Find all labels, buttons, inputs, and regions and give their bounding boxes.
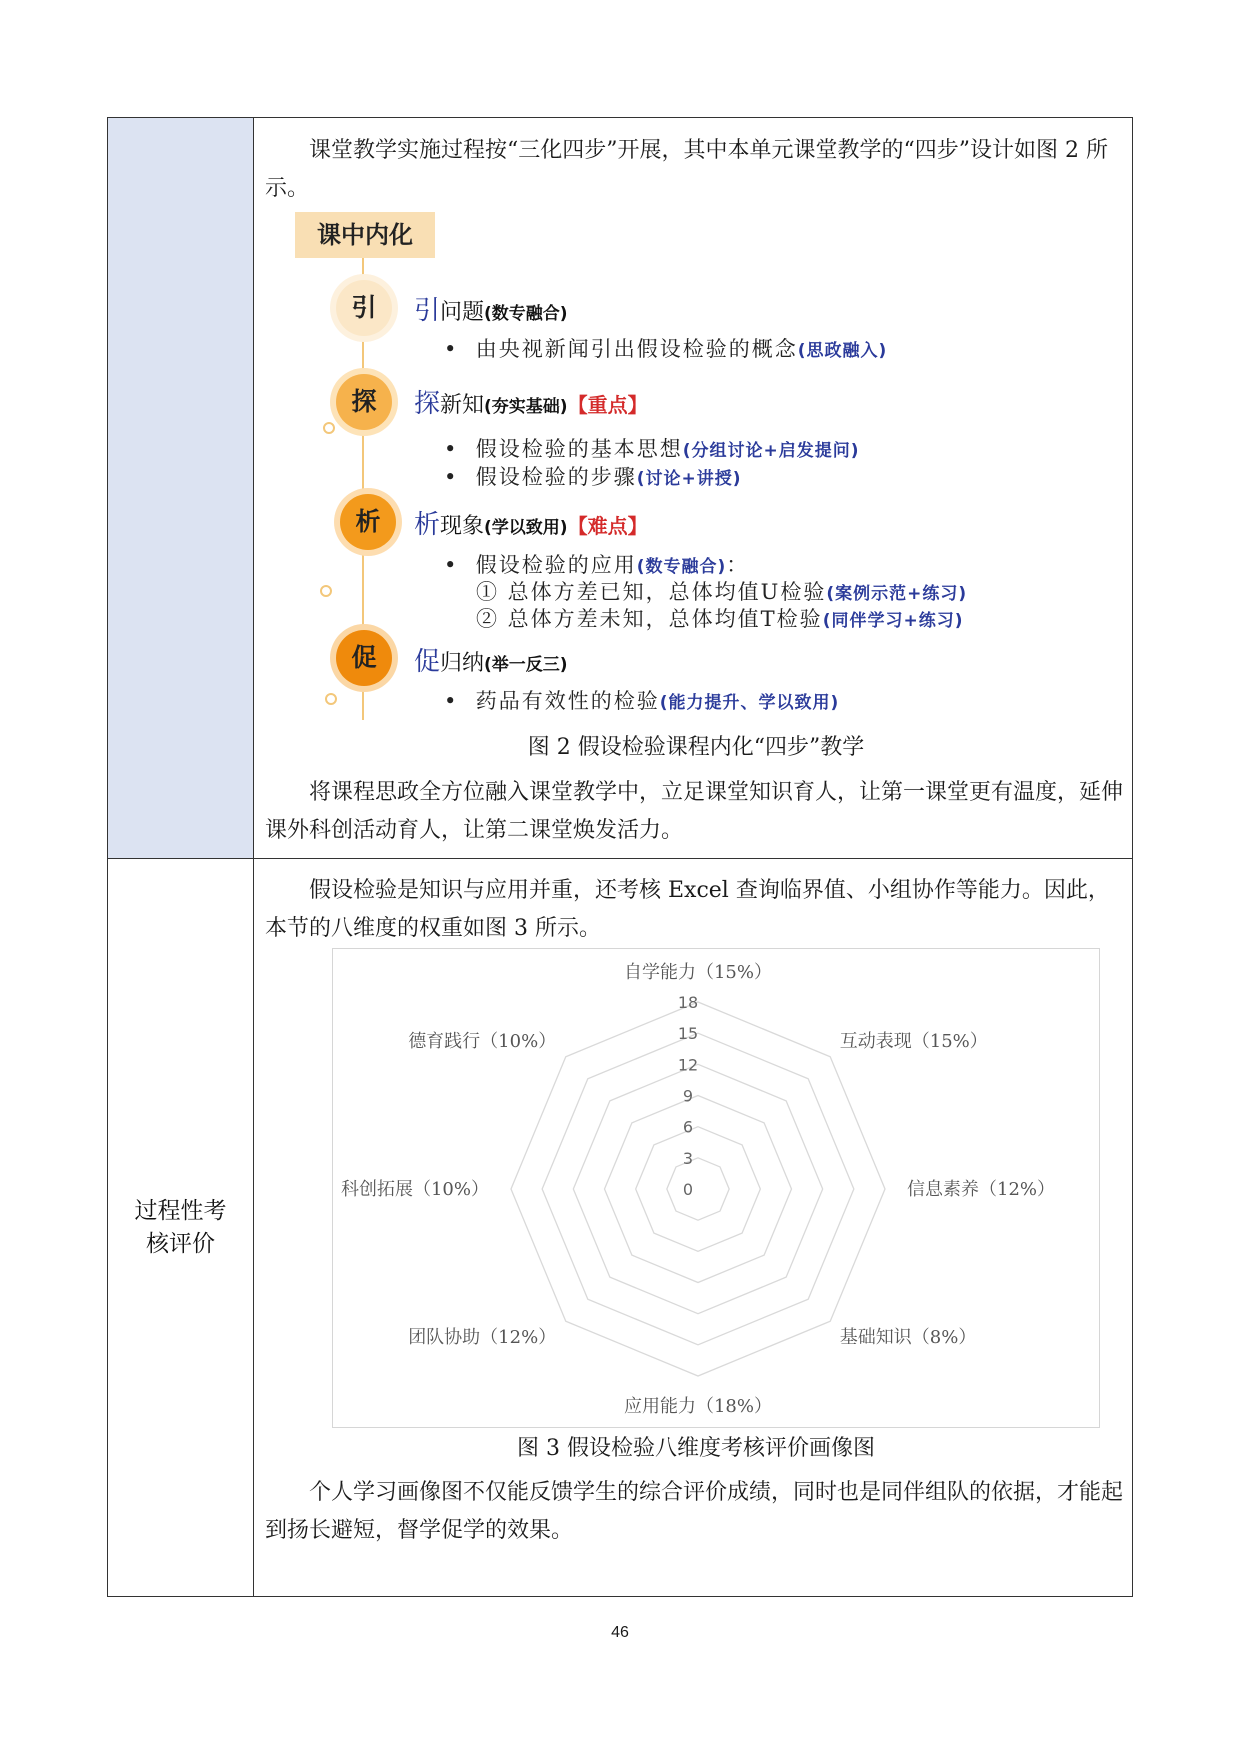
figure2-caption: 图 2 假设检验课程内化“四步”教学: [527, 735, 865, 760]
bullet-text: 假设检验的应用: [475, 553, 637, 577]
step-rest: 新知: [440, 393, 485, 418]
radar-tick-label: 0: [682, 1180, 694, 1199]
step-cu-bullet: • 药品有效性的检验(能力提升、学以致用): [444, 689, 840, 713]
radar-category-label: 自学能力（15%）: [623, 962, 773, 983]
radar-tick-label: 15: [677, 1024, 699, 1044]
bullet-text: 假设检验的基本思想: [475, 437, 683, 461]
step-head: 探: [414, 389, 441, 419]
step-head: 促: [414, 647, 441, 677]
radar-chart-frame: [332, 948, 1100, 1428]
step-rest: 问题: [440, 300, 485, 325]
radar-tick-label: 6: [682, 1117, 694, 1137]
subitem-note: (案例示范+练习): [826, 584, 968, 604]
radar-category-label: 互动表现（15%）: [839, 1031, 988, 1053]
radar-tick-label: 18: [677, 993, 699, 1012]
row2-intro-paragraph: 假设检验是知识与应用并重，还考核 Excel 查询临界值、小组协作等能力。因此，本节的八维度的权重如图 3 所示。: [265, 878, 1110, 941]
step-sub: (学以致用): [484, 518, 568, 538]
decor-dot: [320, 585, 332, 597]
step-tan-title: [414, 383, 648, 420]
step-xi-bullet: • 假设检验的应用(数专融合)：: [444, 553, 750, 577]
step-circle-yin: 引: [336, 280, 392, 336]
row1-intro-paragraph: 课堂教学实施过程按“三化四步”开展，其中本单元课堂教学的“四步”设计如图 2 所示。: [265, 138, 1108, 201]
step-circle-tan: 探: [336, 374, 392, 430]
step-sub: (举一反三): [484, 655, 568, 675]
step-rest: 归纳: [440, 651, 485, 676]
subitem-note: (同伴学习+练习): [822, 611, 964, 631]
row-label-line2: 核评价: [146, 1231, 215, 1257]
radar-category-label: 团队协助（12%）: [408, 1326, 557, 1348]
step-tan-bullet-2: • 假设检验的步骤(讨论+讲授): [444, 465, 742, 489]
step-yin-bullet: • 由央视新闻引出假设检验的概念(思政融入): [444, 337, 888, 361]
subitem-text: ② 总体方差未知，总体均值T检验: [476, 607, 823, 631]
table-label-cell-row1: [108, 118, 253, 858]
radar-category-label: 科创拓展（10%）: [340, 1179, 489, 1200]
bullet-note: (数专融合): [636, 557, 727, 577]
subitem-text: ① 总体方差已知，总体均值U检验: [476, 580, 827, 604]
radar-grid-ring: [542, 1033, 854, 1345]
figure3-caption: 图 3 假设检验八维度考核评价画像图: [517, 1436, 875, 1461]
row-label-line1: 过程性考: [134, 1198, 227, 1224]
table-row-divider: [108, 858, 1132, 859]
radar-category-label: 信息素养（12%）: [907, 1179, 1056, 1200]
step-cu-title: [414, 641, 568, 678]
radar-tick-label: 12: [677, 1055, 699, 1075]
step-circle-xi: 析: [340, 494, 396, 550]
radar-category-label: 基础知识（8%）: [839, 1326, 977, 1348]
radar-tick-label: 3: [682, 1148, 694, 1168]
step-sub: (数专融合): [484, 304, 568, 324]
step-head: 析: [414, 510, 441, 540]
page-number: 46: [611, 1624, 629, 1641]
step-tag: 【重点】: [567, 393, 648, 417]
radar-chart: [333, 949, 1099, 1427]
step-yin-title: [414, 290, 568, 327]
table-column-divider: [253, 118, 254, 1596]
step-xi-subitem-2: [476, 603, 963, 633]
step-xi-subitem-1: [476, 576, 967, 606]
bullet-text: 由央视新闻引出假设检验的概念: [475, 337, 798, 361]
step-sub: (夯实基础): [484, 397, 568, 417]
radar-grid-ring: [667, 1158, 729, 1220]
step-head: 引: [414, 296, 441, 326]
step-xi-title: [414, 504, 648, 541]
radar-tick-label: 9: [682, 1086, 694, 1106]
bullet-note: (思政融入): [797, 341, 888, 361]
bullet-note: (分组讨论+启发提问): [682, 441, 860, 461]
step-circle-cu: 促: [336, 630, 392, 686]
step-tag: 【难点】: [567, 514, 648, 538]
bullet-note: (讨论+讲授): [636, 469, 742, 489]
decor-dot: [323, 422, 335, 434]
bullet-text: 假设检验的步骤: [475, 465, 637, 489]
decor-dot: [325, 693, 337, 705]
row-label-process-evaluation: [108, 1195, 253, 1261]
row1-outro-paragraph: 将课程思政全方位融入课堂教学中，立足课堂知识育人，让第一课堂更有温度，延伸课外科创活动育人，让第二课堂焕发活力。: [265, 780, 1124, 843]
radar-category-label: 应用能力（18%）: [623, 1396, 773, 1417]
radar-grid-ring: [573, 1064, 822, 1313]
bullet-suffix: ：: [726, 553, 750, 577]
radar-grid-ring: [636, 1127, 761, 1252]
bullet-note: (能力提升、学以致用): [659, 693, 840, 713]
step-rest: 现象: [440, 514, 485, 539]
bullet-text: 药品有效性的检验: [475, 689, 660, 713]
figure-badge: 课中内化: [295, 212, 435, 258]
row2-outro-paragraph: 个人学习画像图不仅能反馈学生的综合评价成绩，同时也是同伴组队的依据，才能起到扬长避短，督学促学的效果。: [265, 1480, 1124, 1543]
step-tan-bullet-1: • 假设检验的基本思想(分组讨论+启发提问): [444, 437, 860, 461]
radar-category-label: 德育践行（10%）: [408, 1031, 557, 1053]
radar-grid-ring: [605, 1096, 792, 1283]
